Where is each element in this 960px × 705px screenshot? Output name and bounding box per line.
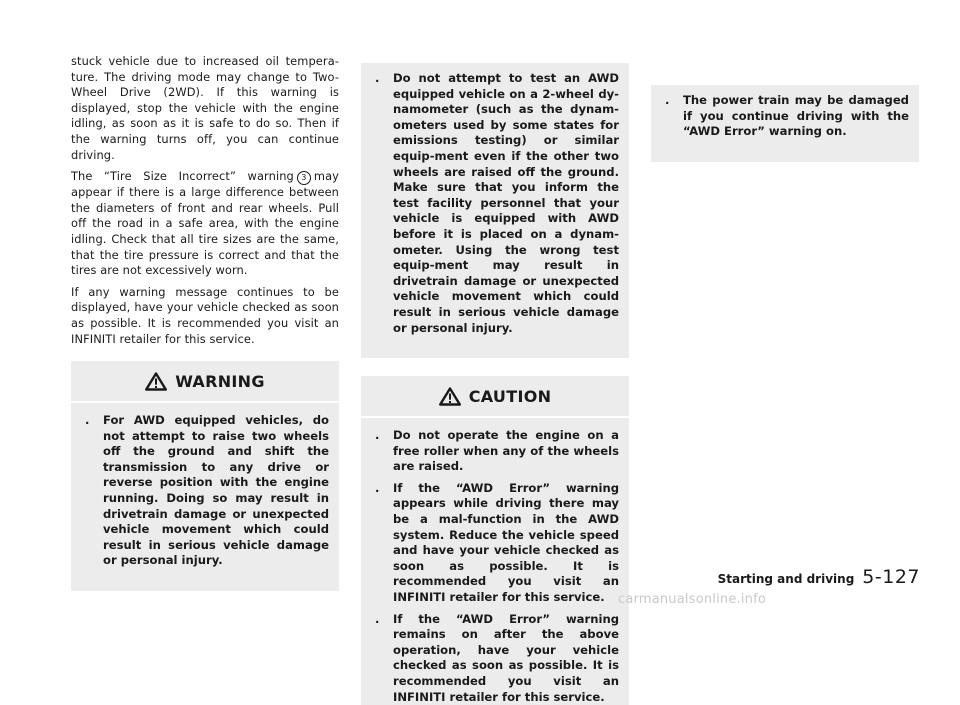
warning-body-continued — [361, 63, 629, 358]
caution-item — [371, 428, 619, 475]
bullet: . — [85, 413, 90, 428]
column-right — [651, 85, 919, 162]
caution-box-continued — [651, 85, 919, 162]
warning-item — [81, 413, 329, 569]
page-footer — [718, 566, 920, 588]
paragraph-stuck-vehicle: stuck vehicle due to increased oil tempera-ture. The driving mode may change to Two-Wheel Drive (2WD). If this warning is displayed, stop the vehicle with the engine idling, as soon as it is safe to do so. Then if the warning turns off, you can continue driving. — [71, 54, 339, 162]
caution-item-text: Do not operate the engine on a free roller when any of the wheels are raised. — [393, 428, 619, 474]
warning-item-text: For AWD equipped vehicles, do not attempt to raise two wheels off the ground and shift the transmission to any drive or reverse position with the engine running. Doing so may result in drivetrain damage or unexpected vehicle movement which could result in serious vehicle damage or personal injury. — [103, 413, 329, 568]
callout-marker-icon: 3 — [297, 171, 311, 185]
warning-item — [371, 71, 619, 336]
caution-item-text: If the “AWD Error” warning remains on after the above operation, have your vehicle checked as soon as possible. It is recommended you visit an INFINITI retailer for this service. — [393, 611, 619, 704]
bullet: . — [375, 611, 380, 626]
bullet: . — [665, 93, 670, 107]
section-name: Starting and driving — [717, 572, 855, 586]
caution-box — [361, 376, 629, 705]
caution-triangle-icon — [439, 387, 461, 406]
caution-item — [371, 612, 619, 705]
caution-header — [361, 376, 629, 418]
warning-title: WARNING — [175, 371, 265, 391]
paragraph-warning-persists: If any warning message continues to be displayed, have your vehicle checked as soon as possible. It is recommended you visit an INFINITI retailer for this service. — [71, 284, 339, 346]
warning-header — [71, 361, 339, 403]
bullet: . — [375, 428, 380, 443]
paragraph-tire-size — [71, 169, 339, 279]
column-left — [71, 54, 339, 591]
warning-triangle-icon — [145, 372, 167, 391]
warning-body — [71, 403, 339, 591]
caution-body-continued — [651, 85, 919, 162]
warning-box — [71, 361, 339, 591]
tire-para-body: appear if there is a large difference between the diameters of front and rear wheels. Pull off the road in a safe area, with the engine idling. Check that all tire sizes are the same, that the tire pressure is correct and that the tires are not excessively worn. — [71, 185, 339, 278]
bullet: . — [375, 480, 380, 495]
bullet: . — [375, 71, 380, 85]
column-middle — [361, 71, 629, 705]
caution-item-text: The power train may be damaged if you continue driving with the “AWD Error” warning on. — [683, 93, 909, 139]
caution-item-text: If the “AWD Error” warning appears while driving there may be a mal-function in the AWD system. Reduce the vehicle speed and have your vehicle checked as soon as possible. It is recommended you visit an INFINITI retailer for this service. — [393, 480, 619, 605]
caution-body — [361, 418, 629, 705]
page-number: 5-127 — [862, 566, 920, 588]
watermark: carmanualsonline.info — [618, 592, 767, 607]
warning-box-continued — [361, 63, 629, 358]
warning-item-text: Do not attempt to test an AWD equipped vehicle on a 2-wheel dy-namometer (such as the dynam-ometers used by some states for emissions testing) or similar equip-ment even if the other two wheels are raised off the ground. Make sure that you inform the test facility personnel that your vehicle is equipped with AWD before it is placed on a dynam-ometer. Using the wrong test equip-ment may result in drivetrain damage or unexpected vehicle movement which could result in serious vehicle damage or personal injury. — [393, 71, 619, 335]
tire-para-lead: The “Tire Size Incorrect” warning — [71, 169, 294, 184]
caution-item — [371, 481, 619, 606]
tire-para-tail: may — [313, 169, 339, 184]
caution-title: CAUTION — [468, 386, 552, 406]
caution-item — [661, 93, 909, 140]
